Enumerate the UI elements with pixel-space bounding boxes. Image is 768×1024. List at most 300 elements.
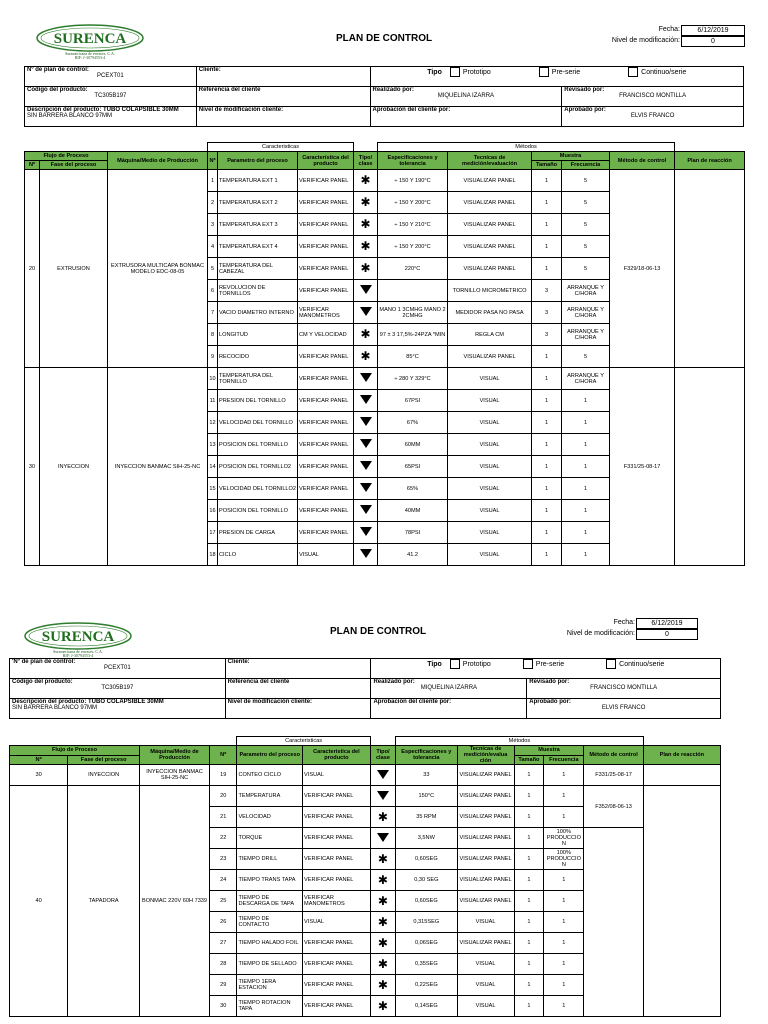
tecnica-cell: VISUALIZAR PANEL — [457, 807, 514, 828]
spec-cell: 0,35SEG — [396, 954, 457, 975]
critical-star-icon: ✱ — [360, 173, 371, 187]
maquina-header-2: Máquina/Medio de Producción — [140, 746, 210, 765]
tamano-cell: 1 — [532, 236, 562, 258]
caracteristica-cell: VERIFICAR PANEL — [303, 786, 371, 807]
tipo-cell — [354, 346, 378, 368]
tipo-cell — [354, 522, 378, 544]
tecnica-cell: VISUALIZAR PANEL — [448, 258, 532, 280]
tipo-cell — [370, 870, 395, 891]
param-cell: TORQUE — [237, 828, 303, 849]
referencia-cell — [196, 87, 370, 107]
tecnica-cell: VISUALIZAR PANEL — [457, 933, 514, 954]
plan-value-2: PCEXT01 — [103, 665, 131, 671]
frecuencia-cell: 1 — [562, 434, 610, 456]
realizado-cell — [370, 87, 562, 107]
row-number: 5 — [208, 258, 218, 280]
frecuencia-cell: ARRANQUE Y C/HORA — [562, 302, 610, 324]
nivel-cliente-label-2: Nivel de modificación cliente: — [227, 699, 313, 705]
tamano-cell: 1 — [514, 828, 544, 849]
down-triangle-icon — [360, 527, 372, 536]
flujo-n-cell: 20 — [25, 170, 40, 368]
param-cell: TEMPERATURA EXT 4 — [218, 236, 298, 258]
down-triangle-icon — [360, 439, 372, 448]
spec-cell: 220°C — [378, 258, 448, 280]
caracteristica-cell: VERIFICAR PANEL — [303, 975, 371, 996]
fecha-value-2: 6/12/2019 — [636, 618, 698, 629]
tecnica-cell: VISUALIZAR PANEL — [448, 170, 532, 192]
param-cell: TIEMPO DE SELLADO — [237, 954, 303, 975]
frecuencia-cell: 1 — [562, 456, 610, 478]
caracteristicas-header: Caracteristicas — [208, 143, 354, 152]
revisado-label: Revisado por: — [564, 87, 605, 93]
tecnica-cell: VISUAL — [448, 412, 532, 434]
critical-star-icon: ✱ — [360, 261, 371, 275]
frecuencia-cell: 1 — [544, 912, 584, 933]
surenca-logo-ellipse-2 — [24, 622, 132, 650]
metodo-cell-empty — [584, 828, 643, 1017]
row-number: 9 — [208, 346, 218, 368]
prototipo-label: Prototipo — [462, 68, 491, 76]
down-triangle-icon — [377, 791, 389, 800]
spec-cell: ÷ 150 Y 200°C — [378, 236, 448, 258]
svg-text:SURENCA: SURENCA — [53, 31, 127, 47]
metodos-header-2: Métodos — [396, 737, 644, 746]
descripcion-cell — [25, 107, 197, 127]
reaccion-header: Plan de reacción — [675, 152, 745, 170]
row-number: 25 — [209, 891, 237, 912]
caracteristica-cell: VERIFICAR PANEL — [298, 412, 354, 434]
frecuencia-cell: 5 — [562, 192, 610, 214]
down-triangle-icon — [377, 833, 389, 842]
descripcion-value: TUBO COLAPSIBLE 30MM — [103, 107, 179, 113]
nivel-label-2: Nivel de modificación: — [566, 630, 635, 637]
continuo-label: Continuo/serie — [641, 68, 687, 76]
row-number: 11 — [208, 390, 218, 412]
spec-cell: 65% — [378, 478, 448, 500]
descripcion-label-2: Descripción del producto: — [12, 699, 87, 705]
tipo-cell — [370, 933, 395, 954]
spec-cell: ÷ 150 Y 190°C — [378, 170, 448, 192]
down-triangle-icon — [360, 461, 372, 470]
descripcion-extra: SIN BARRERA BLANCO 97MM — [27, 113, 113, 119]
table-row — [25, 368, 745, 390]
row-number: 21 — [209, 807, 237, 828]
frecuencia-cell: 1 — [544, 870, 584, 891]
tamano-cell: 1 — [532, 258, 562, 280]
frecuencia-cell: 1 — [562, 390, 610, 412]
tipo-cell — [370, 954, 395, 975]
tamano-cell: 1 — [532, 522, 562, 544]
tecnica-cell: VISUAL — [448, 500, 532, 522]
tipo-cell — [370, 807, 395, 828]
aprobado-label-2: Aprobado por: — [529, 699, 571, 705]
preserie-label-2: Pre-serie — [535, 660, 565, 668]
revisado-label-2: Revisado por: — [529, 679, 570, 685]
fase-header: Fase del proceso — [40, 161, 108, 170]
descripcion-extra-2: SIN BARRERA BLANCO 97MM — [12, 705, 98, 711]
tecnicas-header: Tecnicas de medición/evaluación — [448, 152, 532, 170]
realizado-label: Realizado por: — [372, 87, 414, 93]
parametro-header-2: Parametro del proceso — [237, 746, 303, 765]
tecnica-cell: REGLA CM — [448, 324, 532, 346]
frecuencia-cell: 1 — [544, 996, 584, 1017]
info-block — [24, 66, 744, 127]
down-triangle-icon — [360, 505, 372, 514]
tamano-cell: 3 — [532, 302, 562, 324]
continuo-label-2: Continuo/serie — [619, 660, 665, 668]
tecnica-cell: VISUALIZAR PANEL — [457, 849, 514, 870]
frecuencia-cell: 1 — [544, 786, 584, 807]
metodo-cell: F331/25-08-17 — [610, 368, 675, 566]
frecuencia-cell: 5 — [562, 170, 610, 192]
frecuencia-cell: 100% PRODUCCIO N — [544, 849, 584, 870]
n-header: Nº — [25, 161, 40, 170]
tipo-header-2: Tipo/ clase — [370, 746, 395, 765]
critical-star-icon: ✱ — [377, 893, 388, 908]
caracteristica-cell: VERIFICAR PANEL — [303, 933, 371, 954]
param-cell: TIEMPO DE CONTACTO — [237, 912, 303, 933]
param-cell: TEMPERATURA EXT 2 — [218, 192, 298, 214]
caracteristica-cell: VISUAL — [303, 765, 371, 786]
realizado-value-2: MIQUELINA IZARRA — [420, 685, 478, 691]
tamano-cell: 1 — [514, 765, 544, 786]
tipo-cell — [354, 456, 378, 478]
tecnica-cell: TORNILLO MICROMETRICO — [448, 280, 532, 302]
tecnica-cell: VISUAL — [448, 478, 532, 500]
frecuencia-cell: ARRANQUE Y C/HORA — [562, 324, 610, 346]
tecnica-cell: VISUAL — [448, 434, 532, 456]
param-cell: PRESION DE CARGA — [218, 522, 298, 544]
spec-cell: 3,5NW — [396, 828, 457, 849]
caracteristica-cell: VERIFICAR PANEL — [298, 368, 354, 390]
spec-cell: 65PSI — [378, 456, 448, 478]
cliente-cell-2 — [225, 659, 371, 679]
caracteristica-header: Característica del producto — [298, 152, 354, 170]
frecuencia-header: Frecuencia — [562, 161, 610, 170]
caracteristica-cell: VERIFICAR PANEL — [298, 280, 354, 302]
spec-cell: 35 RPM — [396, 807, 457, 828]
metodo-header-2: Método de control — [584, 746, 643, 765]
param-cell: TEMPERATURA DEL CABEZAL — [218, 258, 298, 280]
nivel-cliente-cell — [196, 107, 370, 127]
spec-cell: MANO 1 3CMHG MANO 2 2CMHG — [378, 302, 448, 324]
row-number: 27 — [209, 933, 237, 954]
tamano-cell: 1 — [514, 849, 544, 870]
preserie-checkbox[interactable] — [539, 67, 549, 77]
prototipo-checkbox-2[interactable] — [450, 659, 460, 669]
param-cell: POSICION DEL TORNILLO — [218, 500, 298, 522]
row-number: 16 — [208, 500, 218, 522]
maquina-cell: EXTRUSORA MULTICAPA BONMAC MODELO EDC-08-05 — [108, 170, 208, 368]
caracteristica-cell: VISUAL — [298, 544, 354, 566]
aprobado-value: ELVIS FRANCO — [630, 113, 675, 119]
row-number: 12 — [208, 412, 218, 434]
param-cell: CONTEO CICLO — [237, 765, 303, 786]
param-cell: VELOCIDAD DEL TORNILLO2 — [218, 478, 298, 500]
descripcion-cell-2 — [10, 699, 226, 719]
row-number: 6 — [208, 280, 218, 302]
tipo-cell — [354, 434, 378, 456]
revisado-value: FRANCISCO MONTILLA — [619, 93, 687, 99]
tamano-cell: 3 — [532, 324, 562, 346]
caracteristica-cell: VERIFICAR PANEL — [298, 192, 354, 214]
frecuencia-header-2: Frecuencia — [544, 755, 584, 765]
referencia-label: Referencia del cliente — [198, 87, 261, 93]
param-cell: PRESION DEL TORNILLO — [218, 390, 298, 412]
maquina-cell: INYECCION BANMAC SIH-25-NC — [108, 368, 208, 566]
cliente-cell — [196, 67, 370, 87]
codigo-cell — [25, 87, 197, 107]
codigo-value-2: TC305B197 — [101, 685, 134, 691]
caracteristica-cell: VERIFICAR PANEL — [298, 390, 354, 412]
tamano-cell: 1 — [514, 786, 544, 807]
critical-star-icon: ✱ — [377, 977, 388, 992]
spec-cell: 0,30 SEG — [396, 870, 457, 891]
frecuencia-cell: 100% PRODUCCIO N — [544, 828, 584, 849]
row-number: 7 — [208, 302, 218, 324]
tipo-label-2: Tipo — [427, 660, 442, 668]
caracteristica-cell: VERIFICAR PANEL — [298, 258, 354, 280]
tamano-cell: 1 — [532, 170, 562, 192]
critical-star-icon: ✱ — [377, 935, 388, 950]
realizado-cell-2 — [371, 679, 527, 699]
spec-cell: 0,60SEG — [396, 849, 457, 870]
tecnica-cell: MEDIDOR PASA NO PASA — [448, 302, 532, 324]
caracteristica-cell: VERIFICAR PANEL — [298, 456, 354, 478]
nivel-cliente-label: Nivel de modificación cliente: — [198, 107, 284, 113]
caracteristica-cell: VERIFICAR PANEL — [298, 522, 354, 544]
realizado-label-2: Realizado por: — [373, 679, 415, 685]
tecnicas-header-2: Tecnicas de medición/evalua ción — [457, 746, 514, 765]
row-number: 1 — [208, 170, 218, 192]
spec-cell: 85°C — [378, 346, 448, 368]
caracteristica-cell: CM Y VELOCIDAD — [298, 324, 354, 346]
param-cell: CICLO — [218, 544, 298, 566]
param-cell: REVOLUCION DE TORNILLOS — [218, 280, 298, 302]
tamano-cell: 1 — [514, 870, 544, 891]
frecuencia-cell: 1 — [544, 891, 584, 912]
plan-label: Nº de plan de control: — [27, 67, 89, 73]
surenca-logo-ellipse — [36, 24, 144, 52]
critical-star-icon: ✱ — [377, 809, 388, 824]
spec-cell: 0,315SEG — [396, 912, 457, 933]
aprob-cliente-label-2: Aprobación del cliente por: — [373, 699, 452, 705]
tipo-cell — [370, 912, 395, 933]
caracteristica-cell: VERIFICAR PANEL — [298, 434, 354, 456]
down-triangle-icon — [360, 483, 372, 492]
logo-tagline: Suramericana de envases, C.A. — [65, 51, 115, 56]
tipo-cell — [354, 478, 378, 500]
tecnica-cell: VISUAL — [448, 456, 532, 478]
critical-star-icon: ✱ — [377, 851, 388, 866]
critical-star-icon: ✱ — [360, 349, 371, 363]
control-plan-table-1 — [24, 142, 745, 566]
revisado-cell — [562, 87, 744, 107]
cliente-label: Cliente: — [198, 67, 221, 73]
nivel-value: 0 — [681, 36, 745, 47]
num-header-2: Nº — [209, 746, 237, 765]
spec-cell: 40MM — [378, 500, 448, 522]
continuo-checkbox-2[interactable] — [606, 659, 616, 669]
nivel-cliente-cell-2 — [225, 699, 371, 719]
spec-cell: 78PSI — [378, 522, 448, 544]
control-plan-table-2 — [9, 736, 721, 1017]
tamano-cell: 1 — [532, 478, 562, 500]
codigo-value: TC305B197 — [94, 93, 127, 99]
tamano-cell: 1 — [532, 346, 562, 368]
tecnica-cell: VISUALIZAR PANEL — [448, 214, 532, 236]
cliente-label-2: Cliente: — [227, 659, 250, 665]
n-header-2: Nº — [10, 755, 68, 765]
tamano-cell: 1 — [532, 368, 562, 390]
tamano-cell: 1 — [532, 544, 562, 566]
frecuencia-cell: 1 — [544, 933, 584, 954]
revisado-cell-2 — [527, 679, 721, 699]
tipo-cell — [354, 236, 378, 258]
aprobado-cell — [562, 107, 744, 127]
preserie-checkbox-2[interactable] — [523, 659, 533, 669]
param-cell: TIEMPO TRANS TAPA — [237, 870, 303, 891]
row-number: 13 — [208, 434, 218, 456]
caracteristica-cell: VERIFICAR PANEL — [298, 500, 354, 522]
param-cell: TIEMPO 1ERA ESTACION — [237, 975, 303, 996]
fase-cell: INYECCION — [40, 368, 108, 566]
tecnica-cell: VISUALIZAR PANEL — [457, 786, 514, 807]
row-number: 29 — [209, 975, 237, 996]
muestra-header: Muestra — [532, 152, 610, 161]
aprobado-value-2: ELVIS FRANCO — [601, 705, 646, 711]
param-cell: TEMPERATURA DEL TORNILLO — [218, 368, 298, 390]
spec-cell: 33 — [396, 765, 457, 786]
param-cell: TIEMPO DE DESCARGA DE TAPA — [237, 891, 303, 912]
descripcion-label: Descripción del producto: — [27, 107, 102, 113]
row-number: 20 — [209, 786, 237, 807]
frecuencia-cell: 1 — [544, 975, 584, 996]
tipo-cell — [354, 258, 378, 280]
fase-cell: INYECCION — [68, 765, 140, 786]
aprob-cliente-cell-2 — [371, 699, 527, 719]
param-cell: VELOCIDAD DEL TORNILLO — [218, 412, 298, 434]
tipo-cell — [370, 891, 395, 912]
caracteristica-cell: VERIFICAR PANEL — [298, 236, 354, 258]
metodo-header: Método de control — [610, 152, 675, 170]
tecnica-cell: VISUAL — [457, 975, 514, 996]
tamano-cell: 1 — [532, 214, 562, 236]
tipo-header: Tipo/ clase — [354, 152, 378, 170]
referencia-label-2: Referencia del cliente — [227, 679, 290, 685]
tamano-cell: 1 — [532, 192, 562, 214]
tamano-cell: 1 — [514, 975, 544, 996]
param-cell: TIEMPO DRILL — [237, 849, 303, 870]
reaccion-cell — [643, 786, 720, 1017]
caracteristica-cell: VERIFICAR PANEL — [303, 870, 371, 891]
fase-header-2: Fase del proceso — [68, 755, 140, 765]
metodos-header: Métodos — [378, 143, 675, 152]
plan-value: PCEXT01 — [97, 73, 124, 79]
down-triangle-icon — [360, 285, 372, 294]
page-title: PLAN DE CONTROL — [336, 33, 433, 44]
tecnica-cell: VISUAL — [457, 912, 514, 933]
spec-cell: 97 ± 3 17,5%-24PZA *MIN — [378, 324, 448, 346]
referencia-cell-2 — [225, 679, 371, 699]
frecuencia-cell: 1 — [562, 412, 610, 434]
spec-cell: 0,06SEG — [396, 933, 457, 954]
spec-cell: 0,22SEG — [396, 975, 457, 996]
row-number: 30 — [209, 996, 237, 1017]
spec-cell: 0,14SEG — [396, 996, 457, 1017]
down-triangle-icon — [360, 395, 372, 404]
prototipo-checkbox[interactable] — [450, 67, 460, 77]
aprob-cliente-label: Aprobación del cliente por: — [372, 107, 451, 113]
parametro-header: Parametro del proceso — [218, 152, 298, 170]
tipo-cell — [370, 786, 395, 807]
reaccion-cell — [643, 765, 720, 786]
tipo-cell-2 — [371, 659, 721, 679]
frecuencia-cell: 5 — [562, 236, 610, 258]
spec-cell: 150°C — [396, 786, 457, 807]
metodo-cell: F331/25-08-17 — [584, 765, 643, 786]
aprobado-cell-2 — [527, 699, 721, 719]
muestra-header-2: Muestra — [514, 746, 584, 756]
tamano-cell: 3 — [532, 280, 562, 302]
spec-cell: 67% — [378, 412, 448, 434]
frecuencia-cell: ARRANQUE Y C/HORA — [562, 368, 610, 390]
row-number: 15 — [208, 478, 218, 500]
logo-tagline-2: Suramericana de envases, C.A. — [53, 649, 103, 654]
frecuencia-cell: 1 — [562, 478, 610, 500]
param-cell: VACIO DIAMETRO INTERNO — [218, 302, 298, 324]
spec-cell: 41.2 — [378, 544, 448, 566]
nivel-value-2: 0 — [636, 629, 698, 640]
tipo-cell — [370, 975, 395, 996]
table-row — [10, 786, 721, 807]
row-number: 10 — [208, 368, 218, 390]
critical-star-icon: ✱ — [377, 872, 388, 887]
realizado-value: MIQUELINA IZARRA — [437, 93, 495, 99]
surenca-logo — [36, 24, 144, 64]
tipo-cell — [354, 368, 378, 390]
plan-label-2: 'Nº de plan de control: — [12, 659, 76, 665]
especificaciones-header: Especificaciones y tolerancia — [378, 152, 448, 170]
tipo-cell — [354, 280, 378, 302]
caracteristica-cell: VISUAL — [303, 912, 371, 933]
frecuencia-cell: 5 — [562, 258, 610, 280]
caracteristica-cell: VERIFICAR PANEL — [298, 478, 354, 500]
critical-star-icon: ✱ — [377, 998, 388, 1013]
row-number: 2 — [208, 192, 218, 214]
metodo-cell: F329/18-06-13 — [610, 170, 675, 368]
row-number: 4 — [208, 236, 218, 258]
fecha-label: Fecha: — [658, 26, 680, 33]
param-cell: RECOCIDO — [218, 346, 298, 368]
tamano-cell: 1 — [532, 412, 562, 434]
codigo-label-2: Codigo del producto: — [12, 679, 73, 685]
continuo-checkbox[interactable] — [628, 67, 638, 77]
tecnica-cell: VISUAL — [448, 544, 532, 566]
tipo-cell — [354, 192, 378, 214]
tecnica-cell: VISUAL — [457, 954, 514, 975]
tamano-cell: 1 — [532, 500, 562, 522]
reaccion-cell — [675, 368, 745, 566]
tipo-cell — [370, 67, 743, 87]
flujo-n-cell: 30 — [10, 765, 68, 786]
tipo-cell — [354, 302, 378, 324]
tecnica-cell: VISUALIZAR PANEL — [448, 192, 532, 214]
tamano-cell: 1 — [532, 390, 562, 412]
caracteristica-cell: VERIFICAR PANEL — [303, 996, 371, 1017]
tipo-cell — [354, 390, 378, 412]
tipo-cell — [354, 412, 378, 434]
